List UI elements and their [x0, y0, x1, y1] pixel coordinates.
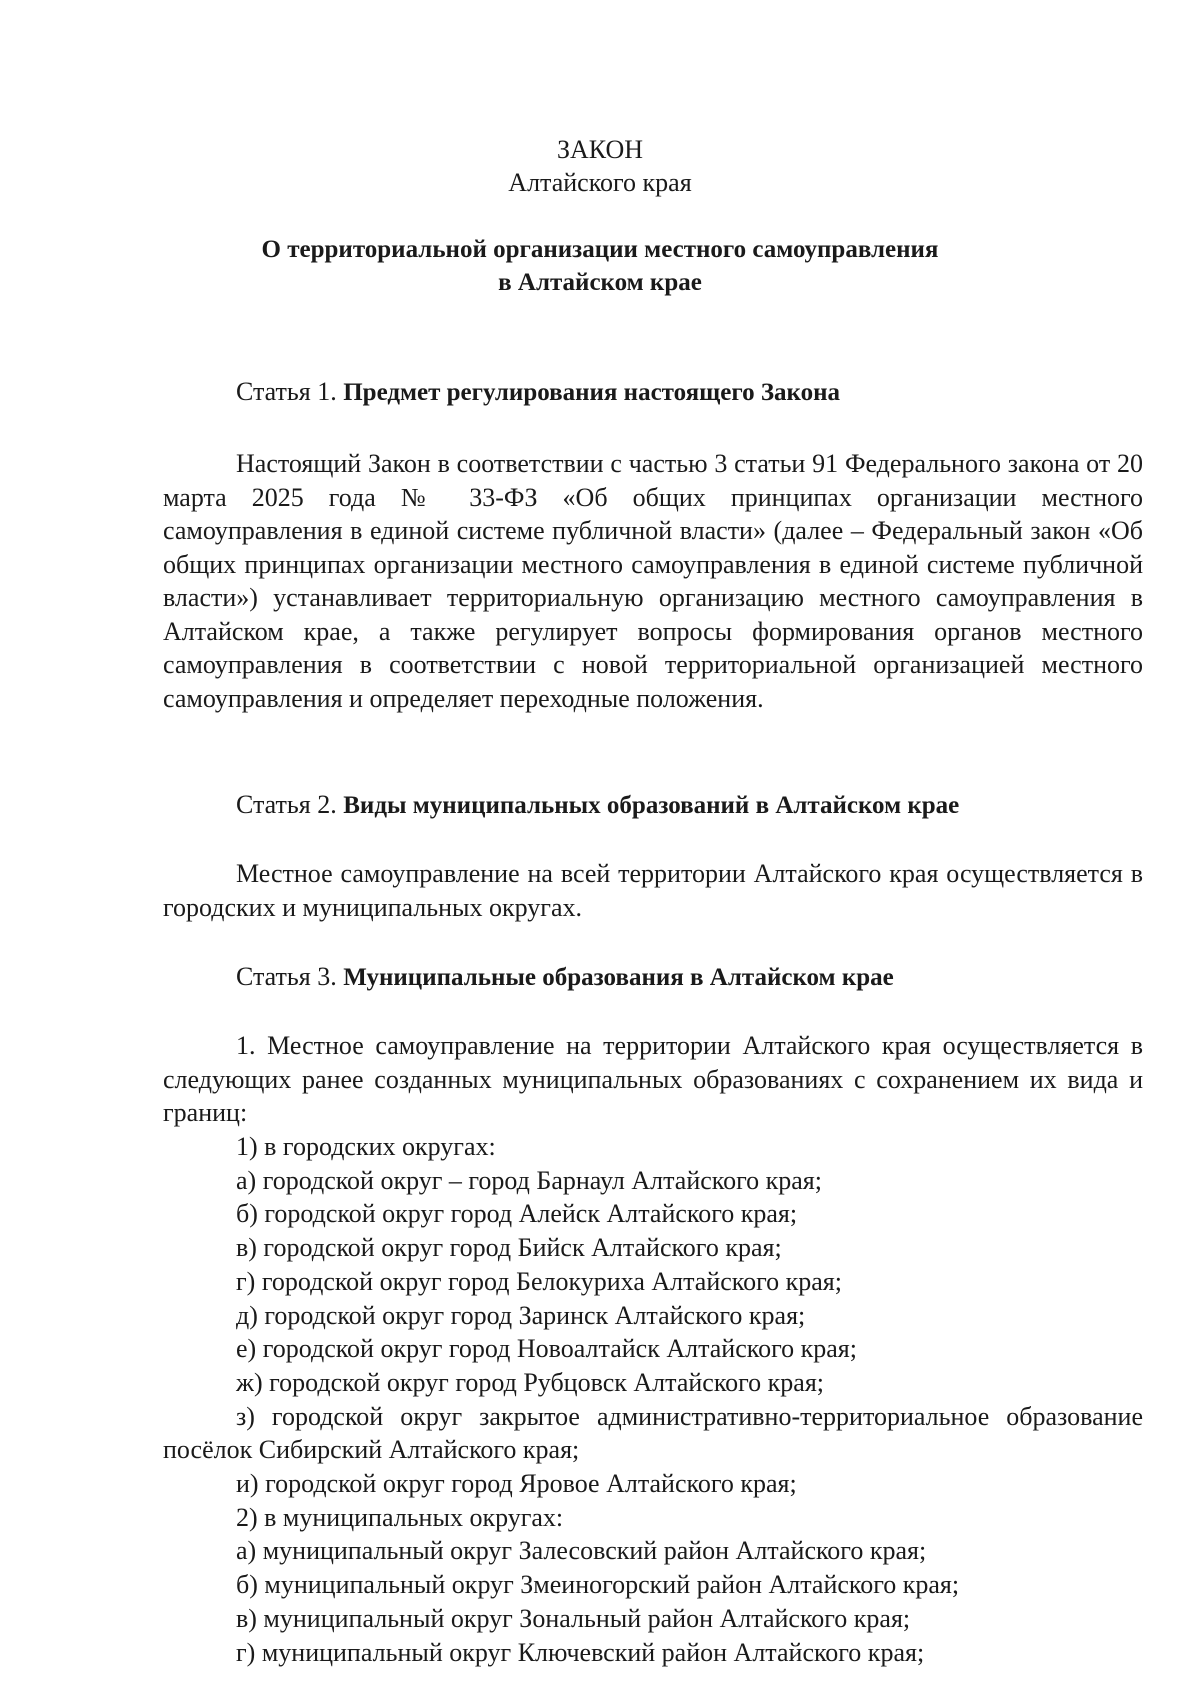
article-3-heading: [236, 960, 1136, 994]
list-item: и) городской округ город Яровое Алтайского края;: [236, 1469, 797, 1499]
article-3-list: [163, 1130, 1143, 1669]
article-3-title: Муниципальные образования в Алтайском крае: [343, 964, 894, 991]
list-item: в) городской округ город Бийск Алтайского края;: [236, 1233, 782, 1263]
list-item: 2) в муниципальных округах:: [236, 1502, 564, 1532]
article-1-text: Настоящий Закон в соответствии с частью 3 статьи 91 Федерального закона от 20 марта 2025 года № 33-ФЗ «Об общих принципах организации местного самоуправления в единой системе публичной власти» (далее – Федеральный закон «Об общих принципах организации местного самоуправления в единой системе публичной власти») устанавливает территориальную организацию местного самоуправления в Алтайском крае, а также регулирует вопросы формирования органов местного самоуправления в соответствии с новой территориальной организацией местного самоуправления и определяет переходные положения.: [163, 449, 1143, 713]
list-item: з) городской округ закрытое административно-территориальное образование посёлок Сибирский Алтайского края;: [163, 1401, 1143, 1465]
list-item: а) муниципальный округ Залесовский район Алтайского края;: [236, 1536, 927, 1566]
article-1-label: Статья 1.: [236, 377, 337, 406]
article-1-title: Предмет регулирования настоящего Закона: [343, 379, 841, 406]
article-2-text: Местное самоуправление на всей территории Алтайского края осуществляется в городских и муниципальных округах.: [163, 859, 1143, 922]
list-item: г) городской округ город Белокуриха Алтайского края;: [236, 1266, 842, 1296]
doc-title-line2: в Алтайском крае: [498, 269, 702, 296]
list-item: д) городской округ город Заринск Алтайского края;: [236, 1300, 806, 1330]
list-item: а) городской округ – город Барнаул Алтайского края;: [236, 1165, 822, 1195]
list-item: е) городской округ город Новоалтайск Алтайского края;: [236, 1334, 857, 1364]
doc-title-line1: О территориальной организации местного самоуправления: [261, 236, 939, 263]
article-2-label: Статья 2.: [236, 790, 337, 819]
article-1-heading: [236, 375, 1136, 409]
list-item: в) муниципальный округ Зональный район Алтайского края;: [236, 1603, 911, 1633]
doc-issuer: Алтайского края: [508, 168, 692, 197]
list-item: 1) в городских округах:: [236, 1132, 496, 1161]
doc-type: ЗАКОН: [556, 135, 644, 164]
list-item: г) муниципальный округ Ключевский район Алтайского края;: [236, 1637, 925, 1667]
article-3-label: Статья 3.: [236, 962, 337, 991]
article-2-title: Виды муниципальных образований в Алтайском крае: [343, 792, 960, 819]
list-item: ж) городской округ город Рубцовск Алтайского края;: [236, 1367, 824, 1397]
article-2-heading: [236, 788, 1136, 822]
list-item: б) городской округ город Алейск Алтайского края;: [236, 1199, 798, 1229]
list-item: б) муниципальный округ Змеиногорский район Алтайского края;: [236, 1570, 960, 1600]
article-3-text: 1. Местное самоуправление на территории Алтайского края осуществляется в следующих ранее созданных муниципальных образованиях с сохранением их вида и границ:: [163, 1031, 1143, 1127]
